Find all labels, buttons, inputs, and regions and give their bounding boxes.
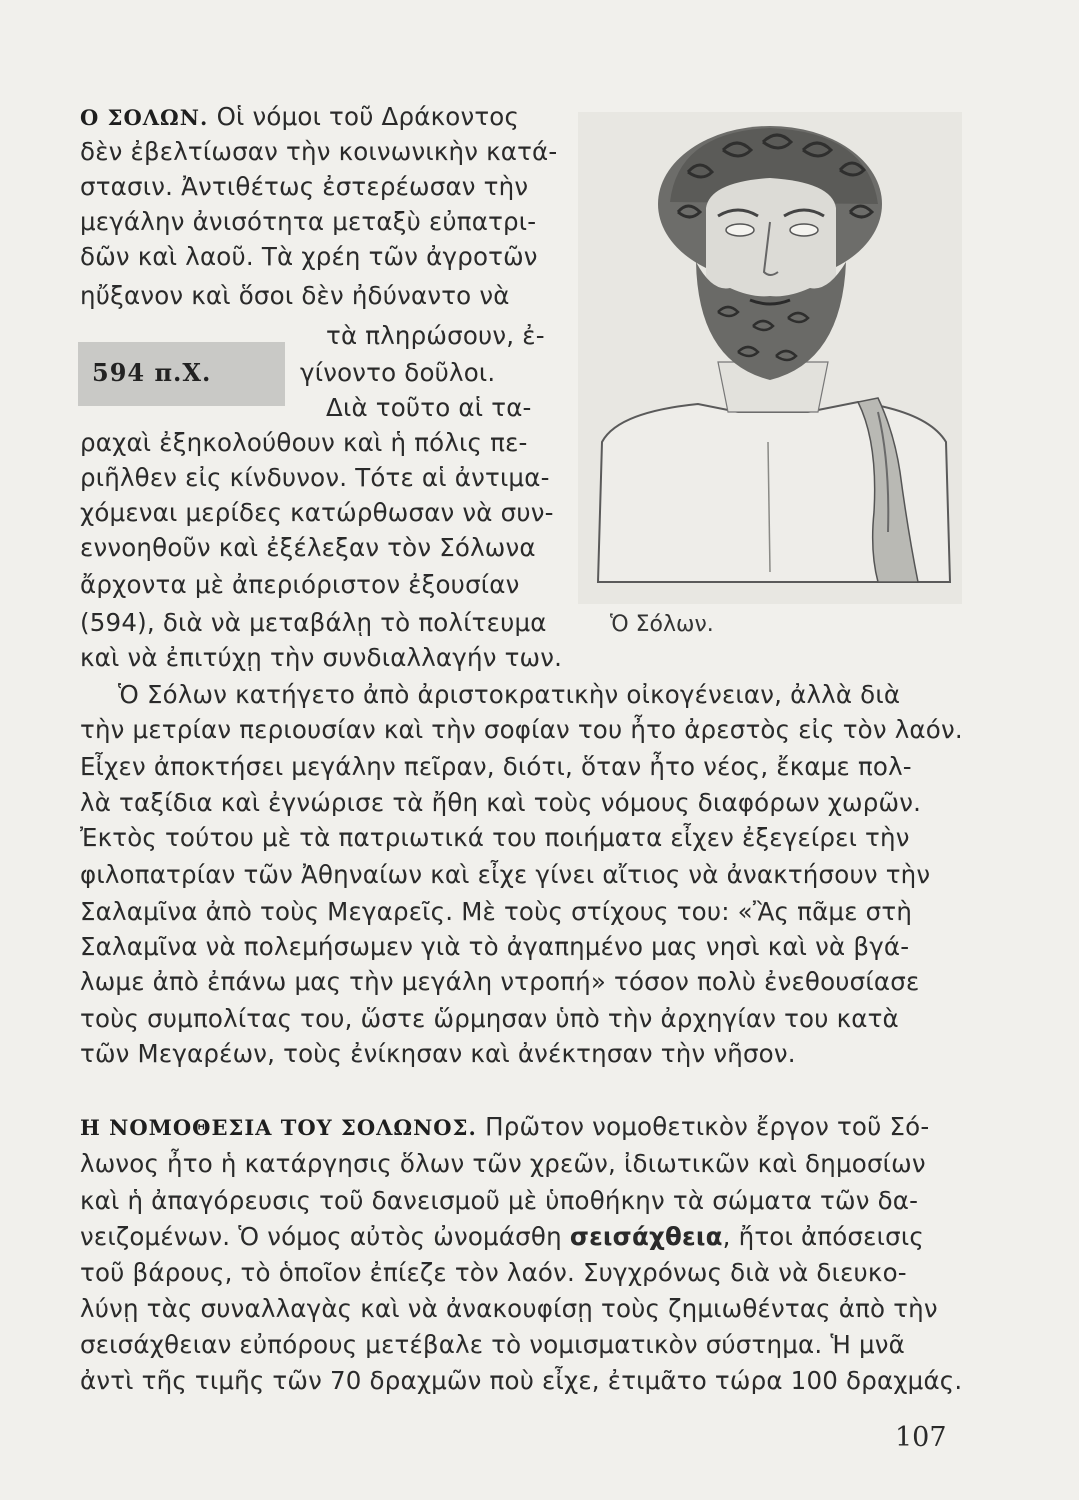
section1-line-6: τὰ πληρώσουν, ἐ- xyxy=(326,321,545,350)
section1-line-8: Διὰ τοῦτο αἱ τα- xyxy=(326,393,532,422)
section2-line-0: λωνος ἦτο ἡ κατάργησις ὅλων τῶν χρεῶν, ἰδιωτικῶν καὶ δημοσίων xyxy=(80,1149,926,1178)
page-number: 107 xyxy=(895,1422,947,1453)
section2-first-line-rest: Πρῶτον νομοθετικὸν ἔργον τοῦ Σό- xyxy=(485,1112,930,1141)
section1-line-2: στασιν. Ἀντιθέτως ἐστερέωσαν τὴν xyxy=(80,172,529,201)
section1-line-15: καὶ νὰ ἐπιτύχῃ τὴν συνδιαλλαγήν των. xyxy=(80,643,563,672)
section1-line-9: ραχαὶ ἐξηκολούθουν καὶ ἡ πόλις πε- xyxy=(80,428,528,457)
section1-first-line: Ο ΣΟΛΩΝ. Οἱ νόμοι τοῦ Δράκοντος xyxy=(80,102,520,131)
section1-line-7: γίνοντο δοῦλοι. xyxy=(300,358,496,387)
section1-line-11: χόμεναι μερίδες κατώρθωσαν νὰ συν- xyxy=(80,498,554,527)
solon-portrait xyxy=(578,112,962,604)
section1-full-line-5: φιλοπατρίαν τῶν Ἀθηναίων καὶ εἶχε γίνει αἴτιος νὰ ἀνακτήσουν τὴν xyxy=(80,860,931,889)
section1-full-line-0: Ὁ Σόλων κατήγετο ἀπὸ ἀριστοκρατικὴν οἰκογένειαν, ἀλλὰ διὰ xyxy=(118,680,901,709)
section2-line-term-before: νειζομένων. Ὁ νόμος αὐτὸς ὠνομάσθη xyxy=(80,1222,570,1251)
section1-line-12: εννοηθοῦν καὶ ἐξέλεξαν τὸν Σόλωνα xyxy=(80,533,536,562)
seisachtheia-term: σεισάχθεια xyxy=(569,1222,723,1251)
section1-line-3: μεγάλην ἀνισότητα μεταξὺ εὐπατρι- xyxy=(80,207,537,236)
section1-line-5: ηὔξανον καὶ ὅσοι δὲν ἠδύναντο νὰ xyxy=(80,281,510,310)
section1-line-10: ριῆλθεν εἰς κίνδυνον. Τότε αἱ ἀντιμα- xyxy=(80,463,550,492)
section1-full-line-1: τὴν μετρίαν περιουσίαν καὶ τὴν σοφίαν του ἦτο ἀρεστὸς εἰς τὸν λαόν. xyxy=(80,715,963,744)
section2-line-1: καὶ ἡ ἀπαγόρευσις τοῦ δανεισμοῦ μὲ ὑποθήκην τὰ σώματα τῶν δα- xyxy=(80,1186,919,1215)
section1-full-line-4: Ἐκτὸς τούτου μὲ τὰ πατριωτικά του ποιήματα εἶχεν ἐξεγείρει τὴν xyxy=(80,823,910,852)
section1-line-4: δῶν καὶ λαοῦ. Τὰ χρέη τῶν ἀγροτῶν xyxy=(80,242,538,271)
section1-full-line-10: τῶν Μεγαρέων, τοὺς ἐνίκησαν καὶ ἀνέκτησαν τὴν νῆσον. xyxy=(80,1039,796,1068)
section1-line-14: (594), διὰ νὰ μεταβάλῃ τὸ πολίτευμα xyxy=(80,608,547,637)
section1-line-0: Οἱ νόμοι τοῦ Δράκοντος xyxy=(216,102,520,131)
section1-full-line-2: Εἶχεν ἀποκτήσει μεγάλην πεῖραν, διότι, ὅταν ἦτο νέος, ἔκαμε πολ- xyxy=(80,752,912,781)
section2-line-after-3: ἀντὶ τῆς τιμῆς τῶν 70 δραχμῶν ποὺ εἶχε, ἐτιμᾶτο τώρα 100 δραχμάς. xyxy=(80,1366,963,1395)
section2-line-after-0: τοῦ βάρους, τὸ ὁποῖον ἐπίεζε τὸν λαόν. Συγχρόνως διὰ νὰ διευκο- xyxy=(80,1258,907,1287)
section2-line-after-2: σεισάχθειαν εὐπόρους μετέβαλε τὸ νομισματικὸν σύστημα. Ἡ μνᾶ xyxy=(80,1330,906,1359)
section1-full-line-7: Σαλαμῖνα νὰ πολεμήσωμεν γιὰ τὸ ἀγαπημένο μας νησὶ καὶ νὰ βγά- xyxy=(80,932,910,961)
section2-line-after-1: λύνῃ τὰς συναλλαγὰς καὶ νὰ ἀνακουφίσῃ τοὺς ζημιωθέντας ἀπὸ τὴν xyxy=(80,1294,938,1323)
date-label: 594 π.Χ. xyxy=(92,358,212,387)
section1-full-line-6: Σαλαμῖνα ἀπὸ τοὺς Μεγαρεῖς. Μὲ τοὺς στίχους του: «Ἂς πᾶμε στὴ xyxy=(80,897,913,926)
image-caption: Ὁ Σόλων. xyxy=(610,612,714,637)
section2-heading: Η ΝΟΜΟΘΕΣΙΑ ΤΟΥ ΣΟΛΩΝΟΣ xyxy=(80,1115,469,1140)
section1-line-1: δὲν ἐβελτίωσαν τὴν κοινωνικὴν κατά- xyxy=(80,137,558,166)
section2-line-term-after: , ἤτοι ἀπόσεισις xyxy=(722,1222,924,1251)
solon-bust-image xyxy=(578,112,962,604)
section1-full-line-9: τοὺς συμπολίτας του, ὥστε ὥρμησαν ὑπὸ τὴν ἀρχηγίαν του κατὰ xyxy=(80,1004,899,1033)
section2-first-line: Η ΝΟΜΟΘΕΣΙΑ ΤΟΥ ΣΟΛΩΝΟΣ. Πρῶτον νομοθετικὸν ἔργον τοῦ Σό- xyxy=(80,1112,930,1141)
section2-line-term xyxy=(80,1222,924,1252)
section1-full-line-8: λωμε ἀπὸ ἐπάνω μας τὴν μεγάλη ντροπή» τόσον πολὺ ἐνεθουσίασε xyxy=(80,967,920,996)
section1-full-line-3: λὰ ταξίδια καὶ ἐγνώρισε τὰ ἤθη καὶ τοὺς νόμους διαφόρων χωρῶν. xyxy=(80,788,922,817)
section1-heading: Ο ΣΟΛΩΝ xyxy=(80,105,200,130)
section1-line-13: ἄρχοντα μὲ ἀπεριόριστον ἐξουσίαν xyxy=(80,570,520,599)
